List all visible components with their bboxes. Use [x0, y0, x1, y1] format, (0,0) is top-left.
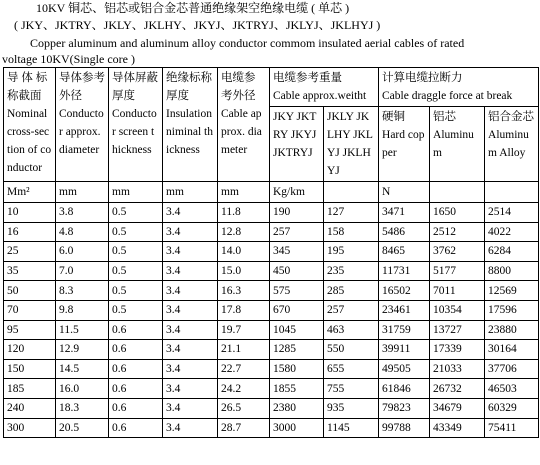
- table-cell: 7011: [430, 281, 485, 301]
- table-row: [4, 379, 539, 399]
- table-cell: 3.4: [163, 398, 218, 418]
- header-weight-copper-types: JKY JKTRY JKYJ JKTRYJ: [270, 107, 324, 182]
- table-cell: 3.4: [163, 379, 218, 399]
- units-row: [4, 182, 539, 203]
- table-cell: 3.8: [56, 203, 109, 223]
- table-cell: 0.6: [109, 418, 163, 438]
- table-cell: 0.5: [109, 242, 163, 262]
- table-cell: 285: [324, 281, 379, 301]
- table-cell: 5486: [379, 222, 430, 242]
- table-cell: 28.7: [218, 418, 270, 438]
- table-cell: 1580: [270, 359, 324, 379]
- table-cell: 6.0: [56, 242, 109, 262]
- table-cell: 2514: [485, 203, 539, 223]
- table-cell: 0.6: [109, 398, 163, 418]
- table-cell: 34679: [430, 398, 485, 418]
- table-row: [4, 203, 539, 223]
- header-conductor-diameter: 导体参考外径 Conductor approx. diameter: [56, 68, 109, 182]
- unit-cell: Kg/km: [270, 182, 324, 203]
- table-cell: 23461: [379, 300, 430, 320]
- table-cell: 158: [324, 222, 379, 242]
- table-cell: 257: [270, 222, 324, 242]
- table-cell: 9.8: [56, 300, 109, 320]
- table-cell: 3000: [270, 418, 324, 438]
- table-cell: 3471: [379, 203, 430, 223]
- table-cell: 24.2: [218, 379, 270, 399]
- table-cell: 11.5: [56, 320, 109, 340]
- table-cell: 195: [324, 242, 379, 262]
- table-cell: 5177: [430, 261, 485, 281]
- header-cable-diameter: 电缆参考外径 Cable approx. diameter: [218, 68, 270, 182]
- table-cell: 0.6: [109, 320, 163, 340]
- table-row: [4, 359, 539, 379]
- table-row: [4, 398, 539, 418]
- table-row: [4, 222, 539, 242]
- table-cell: 2512: [430, 222, 485, 242]
- table-cell: 235: [324, 261, 379, 281]
- table-row: [4, 320, 539, 340]
- table-cell: 16.0: [56, 379, 109, 399]
- table-cell: 99788: [379, 418, 430, 438]
- table-cell: 3.4: [163, 222, 218, 242]
- table-cell: 17.8: [218, 300, 270, 320]
- unit-cell: N: [379, 182, 430, 203]
- table-cell: 43349: [430, 418, 485, 438]
- table-cell: 120: [4, 340, 56, 360]
- table-cell: 755: [324, 379, 379, 399]
- table-cell: 1285: [270, 340, 324, 360]
- table-cell: 3.4: [163, 320, 218, 340]
- table-cell: 0.5: [109, 281, 163, 301]
- table-cell: 18.3: [56, 398, 109, 418]
- table-cell: 10354: [430, 300, 485, 320]
- header-cable-weight: 电缆参考重量 Cable approx.weitht: [270, 68, 379, 107]
- table-cell: 14.0: [218, 242, 270, 262]
- table-cell: 3.4: [163, 418, 218, 438]
- unit-cell: mm: [163, 182, 218, 203]
- unit-cell: mm: [109, 182, 163, 203]
- table-cell: 16.3: [218, 281, 270, 301]
- title-english-cont: voltage 10KV(Single core ): [2, 52, 135, 66]
- table-cell: 6284: [485, 242, 539, 262]
- table-cell: 79823: [379, 398, 430, 418]
- unit-cell: Mm²: [4, 182, 56, 203]
- table-cell: 3.4: [163, 203, 218, 223]
- table-cell: 1855: [270, 379, 324, 399]
- table-cell: 30164: [485, 340, 539, 360]
- title-english: Copper aluminum and aluminum alloy conductor commom insulated aerial cables of rated: [30, 36, 465, 50]
- table-row: [4, 242, 539, 262]
- table-cell: 26732: [430, 379, 485, 399]
- table-cell: 75411: [485, 418, 539, 438]
- table-cell: 3.4: [163, 281, 218, 301]
- table-cell: 16: [4, 222, 56, 242]
- table-row: [4, 300, 539, 320]
- table-cell: 185: [4, 379, 56, 399]
- table-cell: 3.4: [163, 340, 218, 360]
- table-row: [4, 261, 539, 281]
- table-cell: 0.5: [109, 300, 163, 320]
- table-cell: 21033: [430, 359, 485, 379]
- header-screen-thickness: 导体屏蔽厚度 Conductor screen thickness: [109, 68, 163, 182]
- table-cell: 450: [270, 261, 324, 281]
- table-cell: 8.3: [56, 281, 109, 301]
- table-cell: 8465: [379, 242, 430, 262]
- table-cell: 16502: [379, 281, 430, 301]
- header-weight-aluminum-types: JKLY JKLHY JKLYJ JKLHYJ: [324, 107, 379, 182]
- table-cell: 1650: [430, 203, 485, 223]
- table-cell: 670: [270, 300, 324, 320]
- header-insulation-thickness: 绝缘标称厚度 Insulation niminal thickness: [163, 68, 218, 182]
- table-cell: 17339: [430, 340, 485, 360]
- table-cell: 240: [4, 398, 56, 418]
- table-cell: 3.4: [163, 242, 218, 262]
- table-cell: 46503: [485, 379, 539, 399]
- table-cell: 12.8: [218, 222, 270, 242]
- table-cell: 37706: [485, 359, 539, 379]
- table-cell: 550: [324, 340, 379, 360]
- table-cell: 19.7: [218, 320, 270, 340]
- table-cell: 60329: [485, 398, 539, 418]
- title-chinese: 10KV 铜芯、铝芯或铝合金芯普通绝缘架空绝缘电缆 ( 单芯 ): [36, 1, 350, 15]
- table-row: [4, 281, 539, 301]
- table-cell: 257: [324, 300, 379, 320]
- table-cell: 39911: [379, 340, 430, 360]
- title-models: ( JKY、JKTRY、JKLY、JKLHY、JKYJ、JKTRYJ、JKLYJ、JKLHYJ ): [14, 18, 381, 32]
- table-cell: 300: [4, 418, 56, 438]
- table-cell: 0.6: [109, 359, 163, 379]
- table-cell: 7.0: [56, 261, 109, 281]
- unit-cell: mm: [218, 182, 270, 203]
- table-cell: 11.8: [218, 203, 270, 223]
- header-force-aluminum-alloy: 铝合金芯 Aluminum Alloy: [485, 107, 539, 182]
- table-cell: 150: [4, 359, 56, 379]
- table-cell: 8800: [485, 261, 539, 281]
- header-break-force: 计算电缆拉断力 Cable draggle force at break: [379, 68, 539, 107]
- table-cell: 0.6: [109, 340, 163, 360]
- table-cell: 575: [270, 281, 324, 301]
- table-cell: 3762: [430, 242, 485, 262]
- table-cell: 23880: [485, 320, 539, 340]
- table-cell: 463: [324, 320, 379, 340]
- unit-cell: [430, 182, 485, 203]
- table-cell: 15.0: [218, 261, 270, 281]
- table-cell: 345: [270, 242, 324, 262]
- table-cell: 12.9: [56, 340, 109, 360]
- table-cell: 26.5: [218, 398, 270, 418]
- table-cell: 13727: [430, 320, 485, 340]
- header-force-aluminum: 铝芯 Aluminum: [430, 107, 485, 182]
- unit-cell: [324, 182, 379, 203]
- table-cell: 14.5: [56, 359, 109, 379]
- table-cell: 0.5: [109, 222, 163, 242]
- table-row: [4, 418, 539, 438]
- table-cell: 1145: [324, 418, 379, 438]
- cable-spec-table: [3, 67, 539, 438]
- header-row-main: [4, 68, 539, 107]
- table-cell: 95: [4, 320, 56, 340]
- table-cell: 3.4: [163, 261, 218, 281]
- data-rows: [4, 203, 539, 438]
- table-cell: 31759: [379, 320, 430, 340]
- table-cell: 190: [270, 203, 324, 223]
- table-cell: 49505: [379, 359, 430, 379]
- table-cell: 21.1: [218, 340, 270, 360]
- table-cell: 3.4: [163, 300, 218, 320]
- table-cell: 0.6: [109, 379, 163, 399]
- table-cell: 70: [4, 300, 56, 320]
- header-force-hard-copper: 硬铜 Hard copper: [379, 107, 430, 182]
- table-cell: 11731: [379, 261, 430, 281]
- table-cell: 25: [4, 242, 56, 262]
- table-cell: 0.5: [109, 203, 163, 223]
- table-cell: 22.7: [218, 359, 270, 379]
- table-cell: 12569: [485, 281, 539, 301]
- table-cell: 0.5: [109, 261, 163, 281]
- table-cell: 655: [324, 359, 379, 379]
- table-cell: 20.5: [56, 418, 109, 438]
- table-cell: 127: [324, 203, 379, 223]
- unit-cell: mm: [56, 182, 109, 203]
- unit-cell: [485, 182, 539, 203]
- table-row: [4, 340, 539, 360]
- table-cell: 17596: [485, 300, 539, 320]
- table-cell: 35: [4, 261, 56, 281]
- table-cell: 935: [324, 398, 379, 418]
- table-cell: 2380: [270, 398, 324, 418]
- table-cell: 1045: [270, 320, 324, 340]
- table-cell: 4022: [485, 222, 539, 242]
- header-nominal-section: 导 体 标称截面 Nominal cross-section of conductor: [4, 68, 56, 182]
- table-cell: 61846: [379, 379, 430, 399]
- table-cell: 50: [4, 281, 56, 301]
- table-cell: 10: [4, 203, 56, 223]
- table-cell: 3.4: [163, 359, 218, 379]
- table-cell: 4.8: [56, 222, 109, 242]
